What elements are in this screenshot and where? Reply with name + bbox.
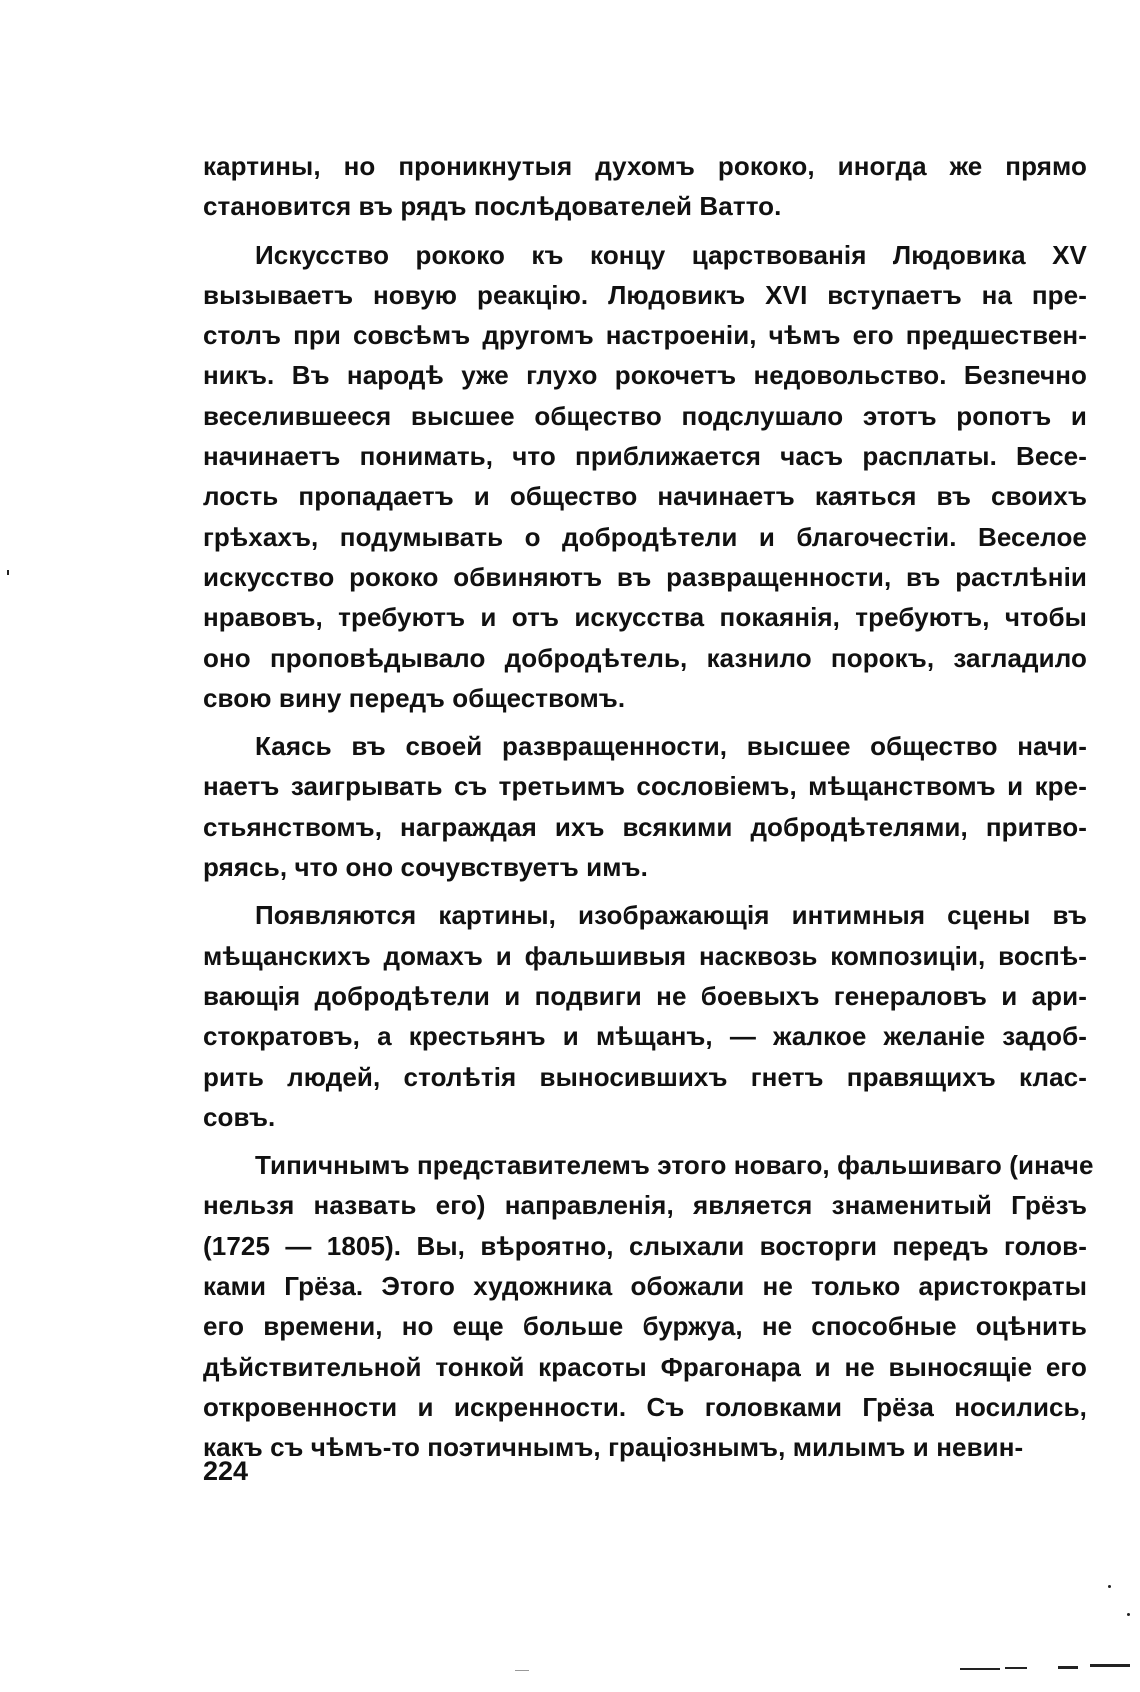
paragraph (203, 895, 1087, 1137)
text-line: Каясь въ своей развращенности, высшее общество начи- (255, 731, 1087, 762)
paragraph-gap (203, 718, 1087, 726)
page-number: 224 (203, 1456, 249, 1486)
text-line: лость пропадаетъ и общество начинаетъ каяться въ своихъ (203, 481, 1087, 512)
scan-speck (1108, 1585, 1111, 1588)
text-line: мѣщанскихъ домахъ и фальшивыя насквозь композиціи, воспѣ- (203, 940, 1087, 971)
text-line: стократовъ, а крестьянъ и мѣщанъ, — жалкое желаніе задоб- (203, 1021, 1087, 1052)
paragraph-gap (203, 227, 1087, 235)
paragraph-gap (203, 887, 1087, 895)
text-line: начинаетъ понимать, что приближается часъ расплаты. Весе- (203, 441, 1087, 472)
text-line: откровенности и искренности. Съ головками Грёза носились, (203, 1391, 1087, 1422)
text-line: вызываетъ новую реакцію. Людовикъ XVI вступаетъ на пре- (203, 279, 1087, 310)
text-line: никъ. Въ народѣ уже глухо рокочетъ недовольство. Безпечно (203, 360, 1087, 391)
paragraph (203, 235, 1087, 719)
paragraph (203, 146, 1087, 227)
scan-smudge (1090, 1664, 1130, 1667)
text-line: совъ. (203, 1101, 276, 1132)
text-line: вающія добродѣтели и подвиги не боевыхъ генераловъ и ари- (203, 980, 1087, 1011)
paragraph (203, 726, 1087, 887)
scan-smudge (1005, 1667, 1027, 1669)
body-text (203, 146, 1094, 1468)
text-line: нельзя назвать его) направленія, является знаменитый Грёзъ (203, 1190, 1087, 1221)
scan-smudge (515, 1670, 529, 1671)
text-line: Типичнымъ представителемъ этого новаго, фальшиваго (иначе (255, 1150, 1094, 1181)
text-line: Появляются картины, изображающія интимныя сцены въ (255, 900, 1087, 931)
text-line: ками Грёза. Этого художника обожали не только аристократы (203, 1271, 1087, 1302)
text-line: оно проповѣдывало добродѣтель, казнило порокъ, загладило (203, 642, 1087, 673)
text-line: какъ съ чѣмъ-то поэтичнымъ, граціознымъ, милымъ и невин- (203, 1432, 1024, 1463)
text-line: веселившееся высшее общество подслушало этотъ ропотъ и (203, 400, 1087, 431)
text-line: (1725 — 1805). Вы, вѣроятно, слыхали восторги передъ голов- (203, 1230, 1087, 1261)
paragraph-gap (203, 1137, 1087, 1145)
text-line: наетъ заигрывать съ третьимъ сословіемъ, мѣщанствомъ и кре- (203, 771, 1087, 802)
text-line: нравовъ, требуютъ и отъ искусства покаянія, требуютъ, чтобы (203, 602, 1087, 633)
text-line: становится въ рядъ послѣдователей Ватто. (203, 191, 782, 222)
scan-smudge (1058, 1666, 1078, 1669)
text-line: свою вину передъ обществомъ. (203, 682, 626, 713)
scan-speck (7, 570, 9, 575)
scan-smudge (960, 1668, 1000, 1670)
text-line: грѣхахъ, подумывать о добродѣтели и благочестіи. Веселое (203, 521, 1087, 552)
text-line: его времени, но еще больше буржуа, не способные оцѣнить (203, 1311, 1087, 1342)
text-line: стьянствомъ, награждая ихъ всякими добродѣтелями, притво- (203, 811, 1087, 842)
paragraph (203, 1145, 1094, 1467)
text-line: картины, но проникнутыя духомъ рококо, иногда же прямо (203, 151, 1087, 181)
text-line: рить людей, столѣтія выносившихъ гнетъ правящихъ клас- (203, 1061, 1087, 1092)
text-line: Искусство рококо къ концу царствованія Людовика XV (255, 239, 1087, 270)
scan-speck (1127, 1613, 1130, 1616)
text-line: столъ при совсѣмъ другомъ настроеніи, чѣмъ его предшествен- (203, 320, 1087, 351)
text-line: искусство рококо обвиняютъ въ развращенности, въ растлѣніи (203, 561, 1087, 592)
text-line: ряясь, что оно сочувствуетъ имъ. (203, 852, 648, 883)
text-line: дѣйствительной тонкой красоты Фрагонара и не выносящіе его (203, 1351, 1087, 1382)
